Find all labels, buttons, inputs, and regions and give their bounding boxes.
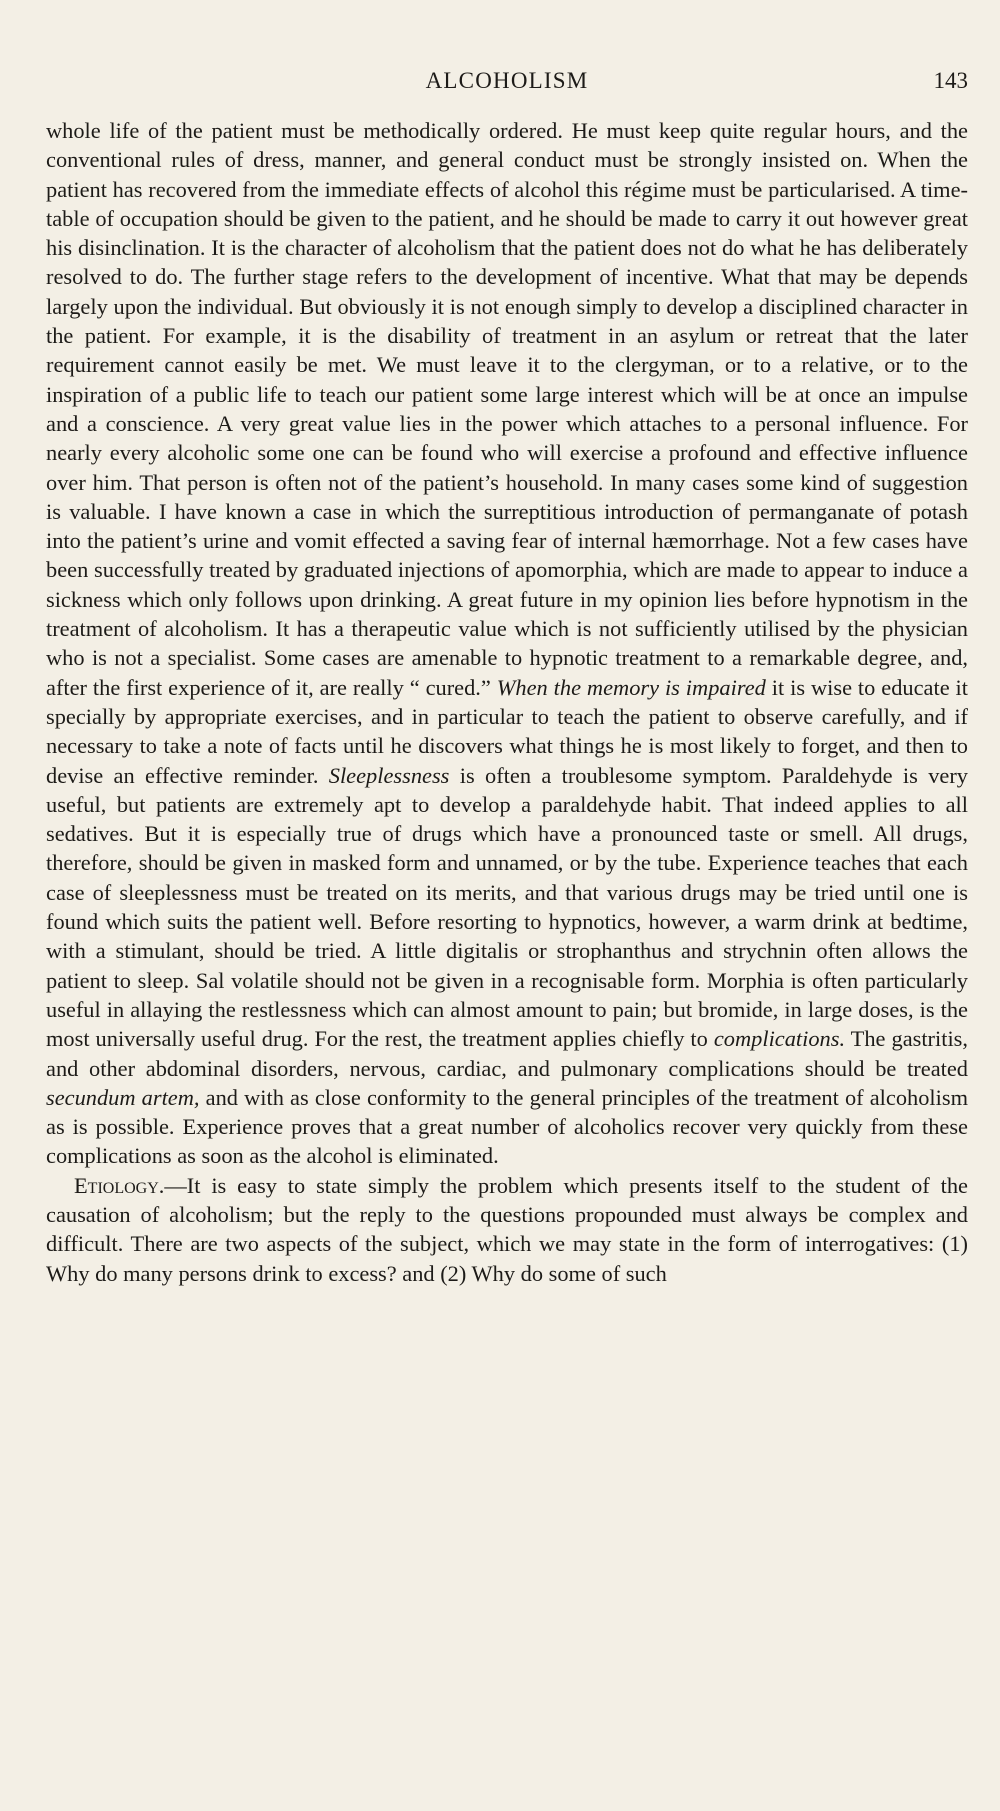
italic-run: secundum artem, — [46, 1084, 200, 1110]
text-run: The gastritis, and other abdominal disorders, nervous, cardiac, and pulmonary complications should be treated — [46, 1026, 968, 1081]
paragraph — [46, 116, 968, 1171]
text-run: and with as close conformity to the general principles of the treatment of alcoholism as is possible. Experience proves that a great number of alcoholics recover very quickly from these complications as soon as the alcohol is eliminated. — [46, 1084, 968, 1169]
running-title: ALCOHOLISM — [425, 68, 589, 93]
text-run: whole life of the patient must be methodically ordered. He must keep quite regular hours, and the conventional rules of dress, manner, and general conduct must be strongly insisted on. When the patient has recovered from the immediate effects of alcohol this régime must be particularised. A time-table of occupation should be given to the patient, and he should be made to carry it out however great his disinclination. It is the character of alcoholism that the patient does not do what he has deliberately resolved to do. The further stage refers to the development of incentive. What that may be depends largely upon the individual. But obviously it is not enough simply to develop a disciplined character in the patient. For example, it is the disability of treatment in an asylum or retreat that the later requirement cannot easily be met. We must leave it to the clergyman, or to a relative, or to the inspiration of a public life to teach our patient some large interest which will be at once an impulse and a conscience. A very great value lies in the power which attaches to a personal influence. For nearly every alcoholic some one can be found who will exercise a profound and effective influence over him. That person is often not of the patient’s household. In many cases some kind of suggestion is valuable. I have known a case in which the surreptitious introduction of permanganate of potash into the patient’s urine and vomit effected a saving fear of internal hæmorrhage. Not a few cases have been successfully treated by graduated injections of apomorphia, which are made to appear to induce a sickness which only follows upon drinking. A great future in my opinion lies before hypnotism in the treatment of alcoholism. It has a therapeutic value which is not sufficiently utilised by the physician who is not a specialist. Some cases are amenable to hypnotic treatment to a remarkable degree, and, after the first experience of it, are really “ cured.” — [46, 118, 968, 700]
body-text — [46, 116, 968, 1288]
text-run: is often a troublesome symptom. Paraldehyde is very useful, but patients are extremely apt to develop a paraldehyde habit. That indeed applies to all sedatives. But it is especially true of drugs which have a pronounced taste or smell. All drugs, therefore, should be given in masked form and unnamed, or by the tube. Experience teaches that each case of sleeplessness must be treated on its merits, and that various drugs may be tried until one is found which suits the patient well. Before resorting to hypnotics, however, a warm drink at bedtime, with a stimulant, should be tried. A little digitalis or strophanthus and strychnin often allows the patient to sleep. Sal volatile should not be given in a recognisable form. Morphia is often particularly useful in allaying the restlessness which can almost amount to pain; but bromide, in large doses, is the most universally useful drug. For the rest, the treatment applies chiefly to — [46, 762, 968, 1052]
text-run: —It is easy to state simply the problem which presents itself to the student of the causation of alcoholism; but the reply to the questions propounded must always be complex and difficult. There are two aspects of the subject, which we may state in the form of interrogatives: (1) Why do many persons drink to excess? and (2) Why do some of such — [46, 1172, 968, 1286]
page-number: 143 — [933, 68, 968, 93]
paragraph-etiology — [46, 1171, 968, 1288]
italic-run: When the memory is impaired — [496, 674, 766, 700]
text-run: it is wise to educate it specially by appropriate exercises, and in particular to teach the patient to observe carefully, and if necessary to take a note of facts until he discovers what things he is most likely to forget, and then to devise an effective reminder. — [46, 674, 968, 788]
italic-run: complications. — [713, 1026, 846, 1052]
section-heading: Etiology. — [74, 1172, 165, 1198]
running-header — [46, 62, 968, 98]
italic-run: Sleeplessness — [328, 762, 450, 788]
book-page — [46, 62, 968, 1288]
